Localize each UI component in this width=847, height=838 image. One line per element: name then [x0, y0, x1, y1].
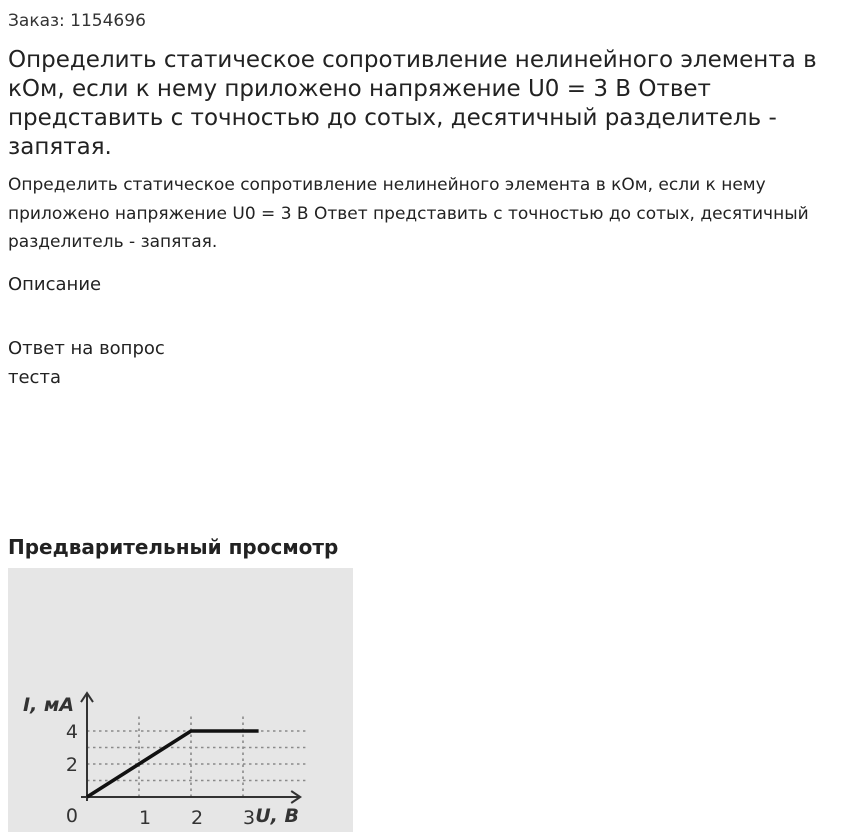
answer-text: Ответ на вопрос теста	[8, 338, 165, 388]
x-axis-label: U, B	[255, 805, 299, 827]
x-tick-label: 1	[138, 807, 152, 829]
preview-heading: Предварительный просмотр	[8, 535, 339, 559]
x-tick-label: 2	[190, 807, 204, 829]
y-tick-label: 4	[65, 721, 78, 743]
x-tick-label: 3	[242, 807, 256, 829]
origin-label: 0	[65, 805, 78, 827]
page-title: Определить статическое сопротивление нелинейного элемента в кОм, если к нему приложено напряжение U0 = 3 В Ответ представить с точностью до сотых, десятичный разделитель - запятая.	[8, 47, 817, 160]
question-text: Определить статическое сопротивление нелинейного элемента в кОм, если к нему приложено напряжение U0 = 3 В Ответ представить с точностью до сотых, десятичный разделитель - запятая.	[8, 175, 809, 252]
y-axis-label: I, мА	[23, 694, 75, 717]
y-tick-label: 2	[65, 754, 78, 776]
description-label: Описание	[8, 274, 102, 295]
iv-characteristic-chart	[8, 568, 353, 832]
preview-figure	[8, 568, 353, 832]
order-number: Заказ: 1154696	[8, 11, 146, 31]
